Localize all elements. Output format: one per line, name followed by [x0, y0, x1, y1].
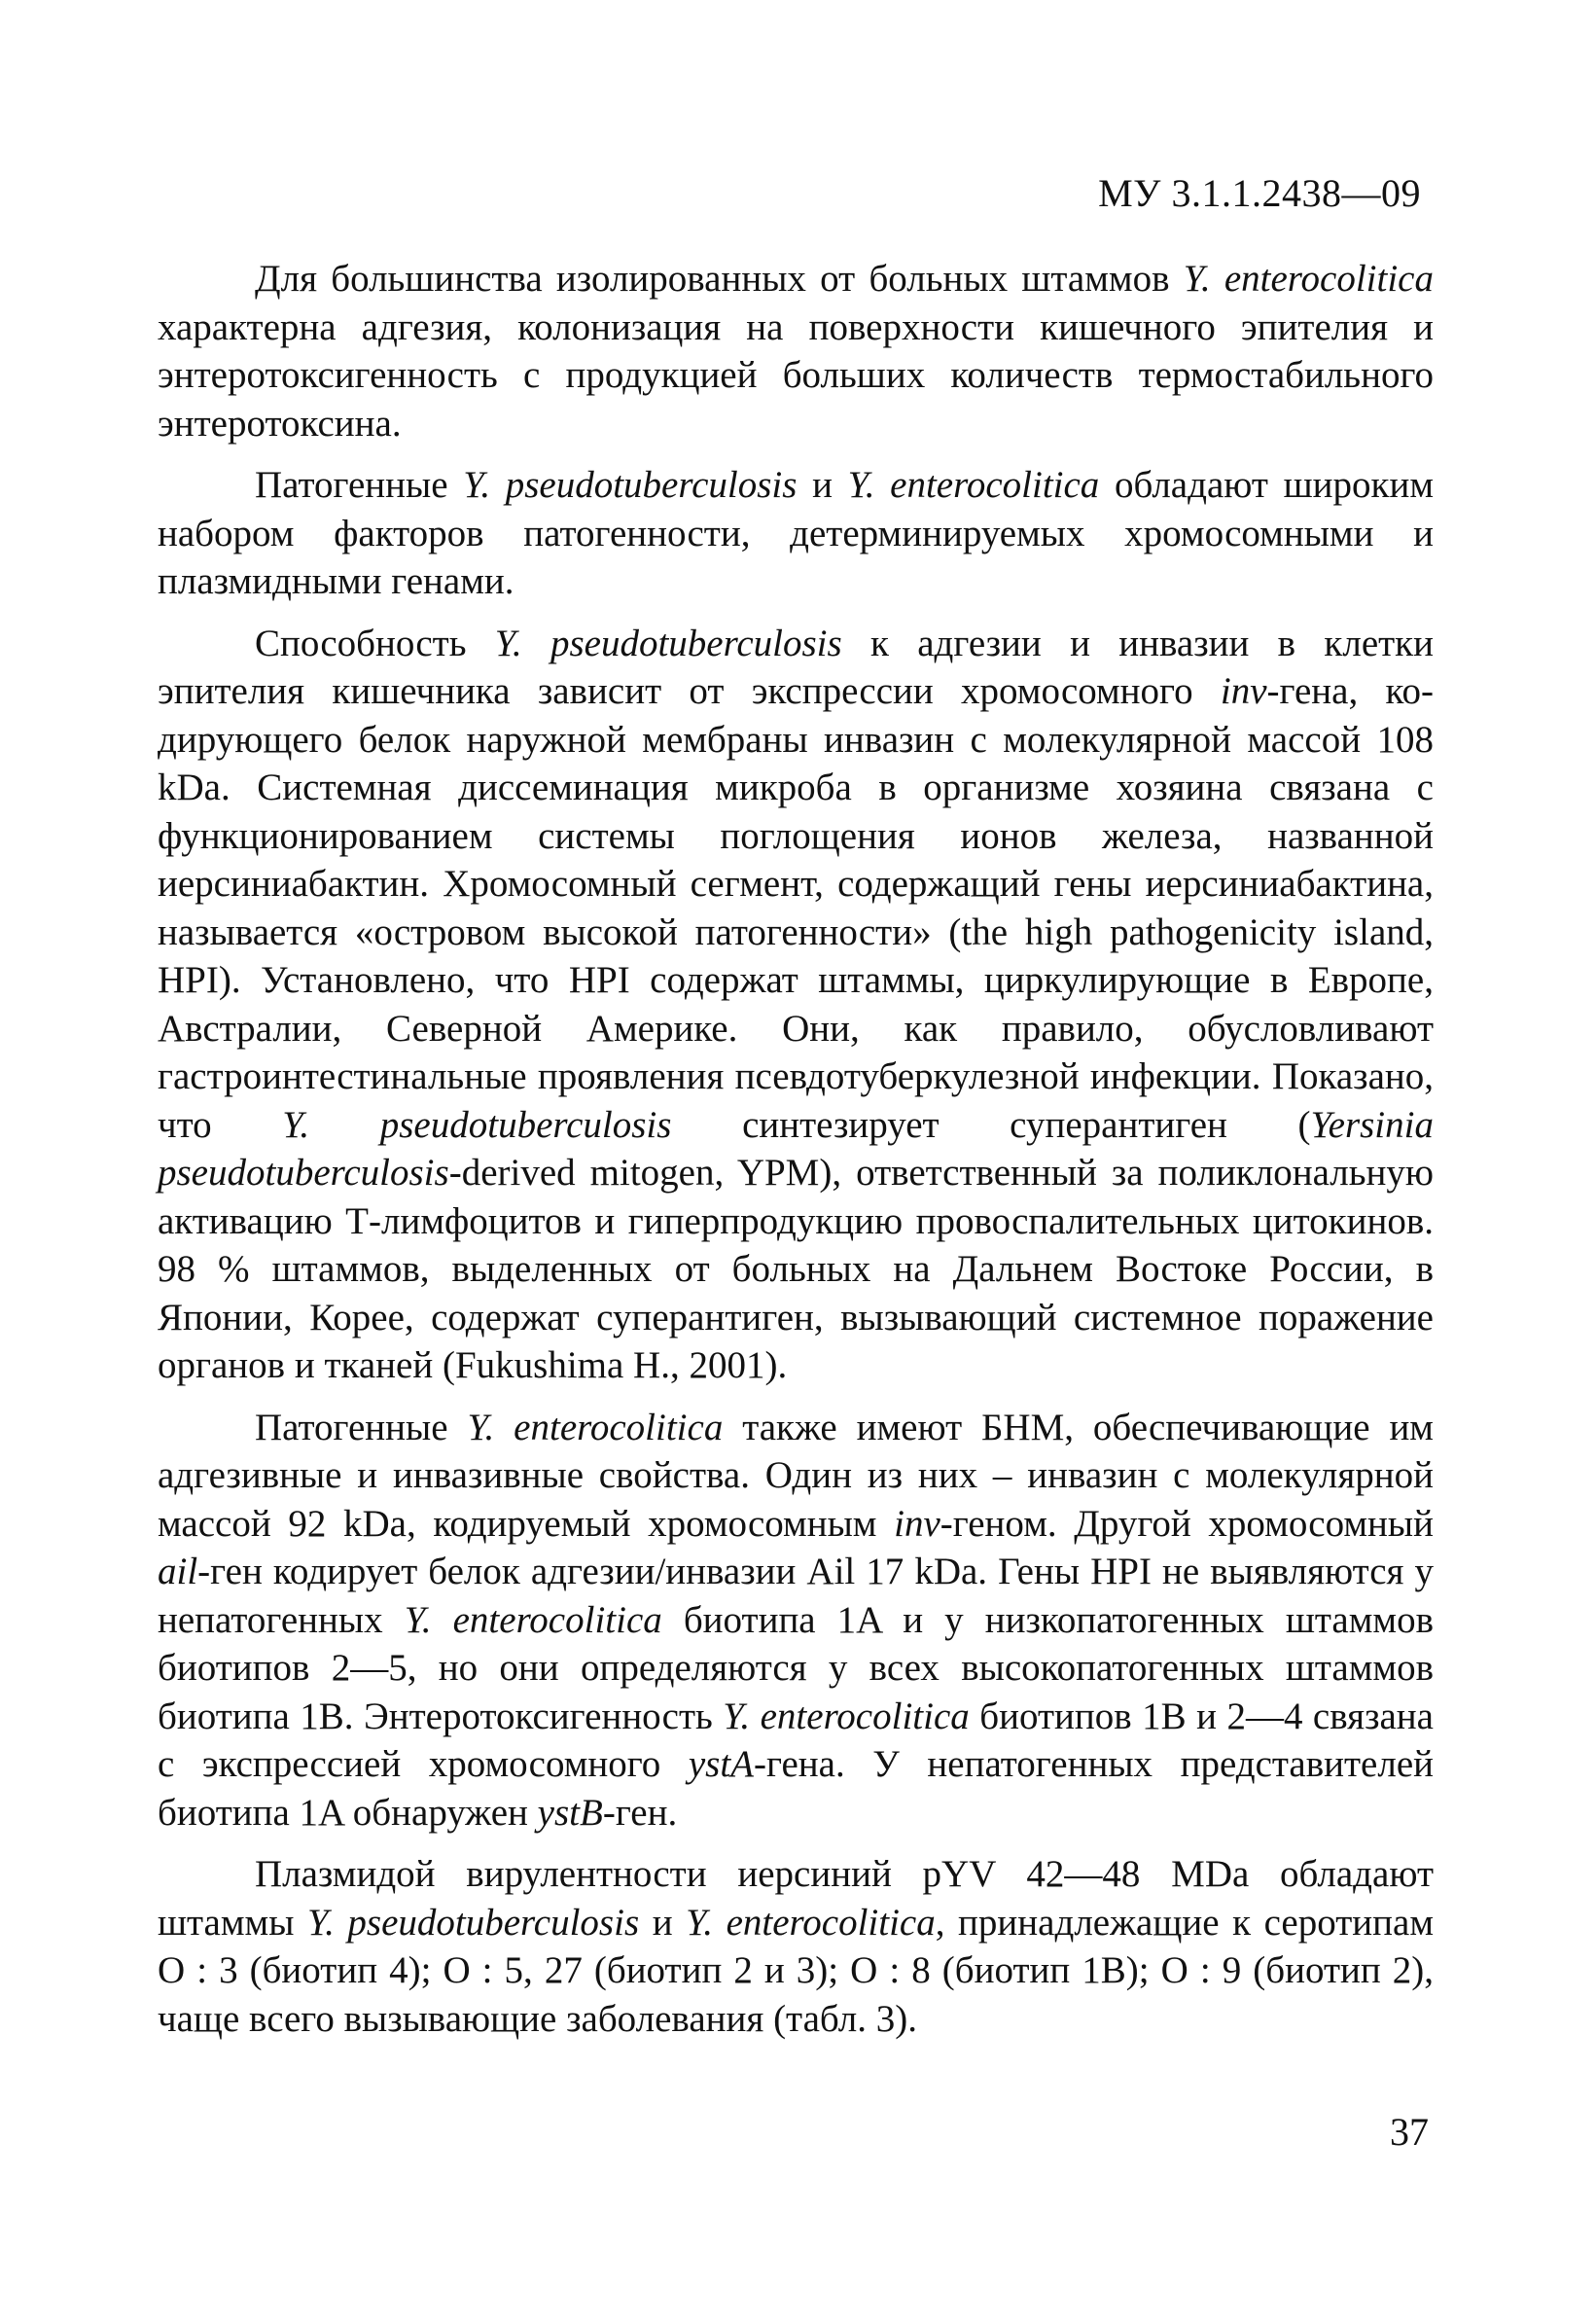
text-run: -derived mitogen, YPM), ответственный за поликлональную активацию Т-лимфоцитов и гиперпродукцию провоспалительных цитокинов. 98 % штаммов, выделенных от больных на Дальнем Востоке России, в Японии, Корее, содержат суперантиген, вызывающий системное поражение органов и тканей (Fukushima H., 2001).: [158, 1152, 1434, 1386]
italic-term: ystB: [537, 1791, 603, 1834]
text-run: синтезирует суперантиген (: [671, 1103, 1311, 1146]
text-run: биотипа 1A и у низкопатогенных штаммов биотипов 2—5, но они определяются у всех высокопатогенных штаммов биотипа 1B. Энтеротоксигенность: [158, 1598, 1434, 1737]
italic-term: Yersinia pseudotuberculosis: [158, 1103, 1434, 1194]
text-run: -геном. Другой хромосомный: [940, 1502, 1434, 1545]
text-run: -ген.: [602, 1791, 678, 1834]
text-run: Патогенные: [255, 1406, 468, 1448]
paragraph: [158, 1850, 1434, 2043]
page-number: 37: [1390, 2110, 1429, 2154]
text-run: Плазмидой вирулентности иерсиний pYV 42—48 MDa обладают штаммы: [158, 1853, 1434, 1944]
italic-term: inv: [894, 1502, 940, 1545]
italic-term: ystA: [688, 1743, 754, 1785]
paragraph: [158, 461, 1434, 606]
italic-term: Y. enterocolitica: [847, 464, 1100, 506]
text-run: Патогенные: [255, 464, 464, 506]
italic-term: Y. enterocolitica: [1183, 258, 1434, 300]
italic-term: Y. pseudotuberculosis: [494, 622, 842, 664]
document-code: МУ 3.1.1.2438—09: [1098, 171, 1421, 215]
italic-term: Y. enterocolitica: [686, 1901, 936, 1944]
italic-term: Y. pseudotuberculosis: [463, 464, 798, 506]
paragraph: [158, 1404, 1434, 1838]
text-run: также имеют БНМ, обеспечивающие им адгезивные и инвазивные свойства. Один из них – инвазин с молекулярной массой 92 kDa, кодируемый хромосомным: [158, 1406, 1434, 1545]
text-run: Способность: [255, 622, 495, 664]
text-run: характерна адгезия, колонизация на поверхности кишечного эпителия и энтеротоксигенность с продукцией больших количеств термостабильного энтеротоксина.: [158, 305, 1434, 445]
text-run: и: [797, 464, 848, 506]
paragraph: [158, 620, 1434, 1390]
text-run: -гена. У непатогенных представителей биотипа 1A обнаружен: [158, 1743, 1434, 1834]
text-run: к адгезии и инвазии в клетки эпителия кишечника зависит от экспрессии хромосомного: [158, 622, 1434, 712]
text-run: Для большинства изолированных от больных штаммов: [255, 258, 1184, 300]
body-text: [158, 255, 1434, 2056]
italic-term: Y. pseudotuberculosis: [307, 1901, 640, 1944]
italic-term: Y. enterocolitica: [723, 1695, 970, 1737]
italic-term: ail: [158, 1551, 198, 1592]
italic-term: Y. enterocolitica: [467, 1406, 724, 1448]
italic-term: inv: [1220, 670, 1267, 712]
italic-term: Y. enterocolitica: [404, 1598, 662, 1641]
text-run: -ген кодирует белок адгезии/инвазии Ail 17 kDa. Гены HPI не выявляются у непатогенных: [158, 1551, 1434, 1641]
text-run: , принадлежащие к серотипам О : 3 (биотип 4); О : 5, 27 (биотип 2 и 3); О : 8 (биотип 1B); О : 9 (биотип 2), чаще всего вызывающие заболевания (табл. 3).: [158, 1901, 1435, 2040]
text-run: и: [639, 1901, 687, 1944]
text-run: обладают широким набором факторов патогенности, детерминируемых хромосомными и плазмидными генами.: [158, 464, 1434, 602]
italic-term: Y. pseudotuberculosis: [282, 1103, 672, 1146]
paragraph: [158, 255, 1434, 447]
text-run: биотипов 1B и 2—4 связана с экспрессией хромосомного: [158, 1695, 1434, 1785]
text-run: -гена, кодирующего белок наружной мембраны инвазин с молекулярной массой 108 kDa. Системная диссеминация микроба в организме хозяина связана с функционированием системы поглощения ионов железа, названной иерсиниабактин. Хромосомный сегмент, содержащий гены иерсиниабактина, называется «островом высокой патогенности» (the high pathogenicity island, HPI). Установлено, что HPI содержат штаммы, циркулирующие в Европе, Австралии, Северной Америке. Они, как правило, обусловливают гастроинтестинальные проявления псевдотуберкулезной инфекции. Показано, что: [158, 670, 1434, 1146]
